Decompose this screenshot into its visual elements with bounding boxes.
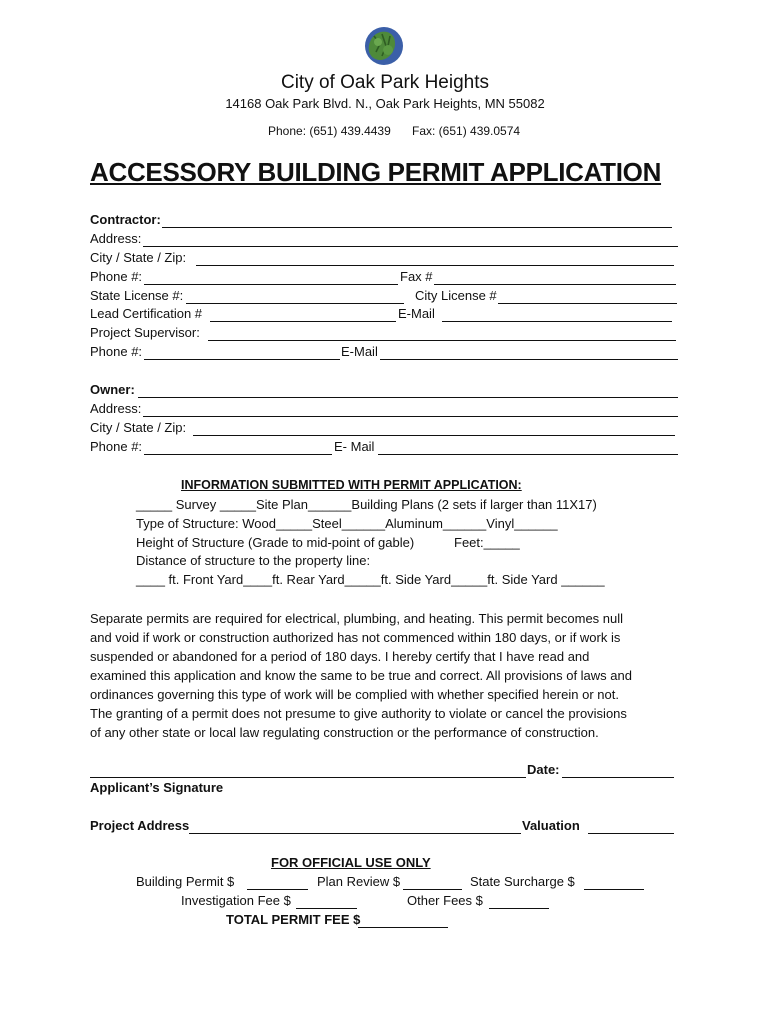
contractor-email-label: E-Mail xyxy=(398,306,435,321)
contractor-fax-field[interactable] xyxy=(434,284,676,285)
building-permit-field[interactable] xyxy=(247,889,308,890)
terms-line: The granting of a permit does not presume to give authority to violate or cancel the provisions xyxy=(90,706,627,721)
contractor-phone-label: Phone #: xyxy=(90,269,143,284)
contractor-field[interactable] xyxy=(162,227,672,228)
state-surcharge-field[interactable] xyxy=(584,889,644,890)
owner-phone-field[interactable] xyxy=(144,454,332,455)
owner-address-label: Address: xyxy=(90,401,142,416)
structure-height-feet[interactable]: Feet:_____ xyxy=(454,535,520,550)
owner-city-field[interactable] xyxy=(193,435,675,436)
supervisor-phone-label: Phone #: xyxy=(90,344,143,359)
project-address-label: Project Address xyxy=(90,818,190,833)
supervisor-email-label: E-Mail xyxy=(341,344,378,359)
contractor-city-label: City / State / Zip: xyxy=(90,250,187,265)
owner-email-label: E- Mail xyxy=(334,439,375,454)
terms-line: examined this application and know the same to be true and correct. All provisions of laws and xyxy=(90,668,632,683)
terms-line: ordinances governing this type of work will be complied with whether specified herein or not. xyxy=(90,687,619,702)
plan-review-label: Plan Review $ xyxy=(317,874,401,889)
supervisor-email-field[interactable] xyxy=(380,359,678,360)
total-permit-fee-label: TOTAL PERMIT FEE $ xyxy=(226,912,361,927)
setback-row[interactable]: ____ ft. Front Yard____ft. Rear Yard_____ft. Side Yard_____ft. Side Yard ______ xyxy=(136,572,605,587)
setback-label: Distance of structure to the property line: xyxy=(136,553,371,568)
project-address-field[interactable] xyxy=(189,833,521,834)
terms-line: and void if work or construction authorized has not commenced within 180 days, or if work is xyxy=(90,630,621,645)
structure-height-label: Height of Structure (Grade to mid-point of gable) xyxy=(136,535,415,550)
state-license-label: State License #: xyxy=(90,288,184,303)
city-name: City of Oak Park Heights xyxy=(280,72,490,93)
signature-field[interactable] xyxy=(90,777,526,778)
owner-phone-label: Phone #: xyxy=(90,439,143,454)
state-surcharge-label: State Surcharge $ xyxy=(470,874,575,889)
owner-city-label: City / State / Zip: xyxy=(90,420,187,435)
phone-number: Phone: (651) 439.4439 xyxy=(268,124,391,138)
terms-line: suspended or abandoned for a period of 180 days. I hereby certify that I have read and xyxy=(90,649,590,664)
investigation-fee-field[interactable] xyxy=(296,908,357,909)
contractor-fax-label: Fax # xyxy=(400,269,433,284)
contractor-address-label: Address: xyxy=(90,231,142,246)
city-license-field[interactable] xyxy=(498,303,677,304)
city-address: 14168 Oak Park Blvd. N., Oak Park Heights, MN 55082 xyxy=(225,96,545,111)
owner-email-field[interactable] xyxy=(378,454,678,455)
supervisor-label: Project Supervisor: xyxy=(90,325,200,340)
contractor-email-field[interactable] xyxy=(442,321,672,322)
submittals-row[interactable]: _____ Survey _____Site Plan______Building Plans (2 sets if larger than 11X17) xyxy=(136,497,597,512)
contractor-label: Contractor: xyxy=(90,212,161,227)
supervisor-field[interactable] xyxy=(208,340,676,341)
state-license-field[interactable] xyxy=(186,303,404,304)
date-field[interactable] xyxy=(562,777,674,778)
lead-cert-label: Lead Certification # xyxy=(90,306,203,321)
supervisor-phone-field[interactable] xyxy=(144,359,340,360)
valuation-label: Valuation xyxy=(522,818,580,833)
fax-number: Fax: (651) 439.0574 xyxy=(412,124,521,138)
owner-field[interactable] xyxy=(138,397,678,398)
page-title: ACCESSORY BUILDING PERMIT APPLICATION xyxy=(90,157,662,187)
contractor-phone-field[interactable] xyxy=(144,284,398,285)
official-use-heading: FOR OFFICIAL USE ONLY xyxy=(271,855,431,870)
contractor-address-field[interactable] xyxy=(143,246,678,247)
plan-review-field[interactable] xyxy=(403,889,462,890)
owner-address-field[interactable] xyxy=(143,416,678,417)
owner-label: Owner: xyxy=(90,382,135,397)
other-fees-field[interactable] xyxy=(489,908,549,909)
contractor-city-field[interactable] xyxy=(196,265,674,266)
info-heading: INFORMATION SUBMITTED WITH PERMIT APPLICATION: xyxy=(181,478,522,492)
date-label: Date: xyxy=(527,762,560,777)
city-license-label: City License # xyxy=(415,288,497,303)
other-fees-label: Other Fees $ xyxy=(407,893,483,908)
lead-cert-field[interactable] xyxy=(210,321,396,322)
valuation-field[interactable] xyxy=(588,833,674,834)
oak-leaf-globe-logo xyxy=(360,22,406,68)
applicant-signature-label: Applicant’s Signature xyxy=(90,780,224,795)
investigation-fee-label: Investigation Fee $ xyxy=(181,893,291,908)
structure-type-row[interactable]: Type of Structure: Wood_____Steel______Aluminum______Vinyl______ xyxy=(136,516,558,531)
total-permit-fee-field[interactable] xyxy=(358,927,448,928)
building-permit-label: Building Permit $ xyxy=(136,874,235,889)
terms-paragraph xyxy=(90,609,680,742)
terms-line: Separate permits are required for electrical, plumbing, and heating. This permit becomes null xyxy=(90,611,624,626)
terms-line: of any other state or local law regulating construction or the performance of construction. xyxy=(90,725,599,740)
